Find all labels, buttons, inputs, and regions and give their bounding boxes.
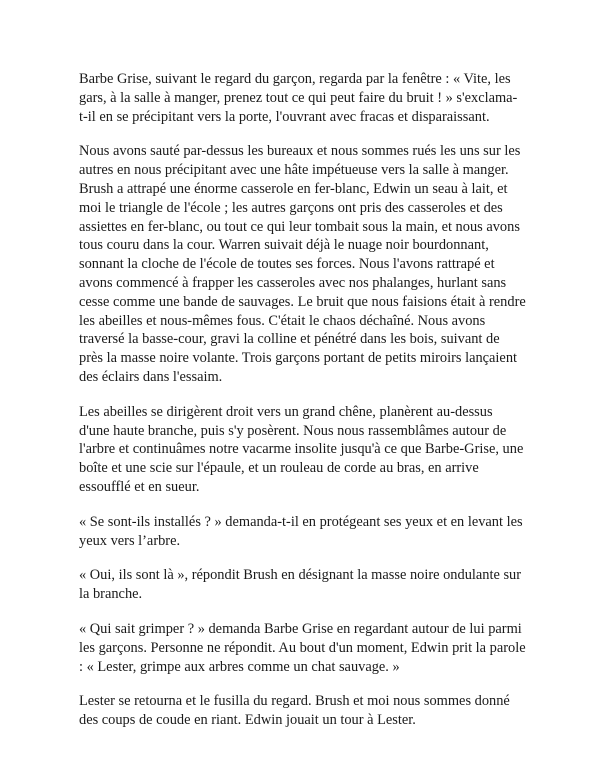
paragraph-3: Les abeilles se dirigèrent droit vers un grand chêne, planèrent au-dessus d'une haute branche, puis s'y posèrent. Nous nous rassemblâmes autour de l'arbre et continuâmes notre vacarme insolite jusqu'à ce que Barbe-Grise, une boîte et une scie sur l'épaule, et un rouleau de corde au bras, en arrive essoufflé et en sueur. — [79, 403, 524, 495]
paragraph-6: « Qui sait grimper ? » demanda Barbe Grise en regardant autour de lui parmi les garçons. Personne ne répondit. Au bout d'un moment, Edwin prit la parole : « Lester, grimpe aux arbres comme un chat sauvage. » — [79, 620, 526, 675]
paragraph-5: « Oui, ils sont là », répondit Brush en désignant la masse noire ondulante sur la branche. — [79, 567, 522, 603]
paragraph-4: « Se sont-ils installés ? » demanda-t-il en protégeant ses yeux et en levant les yeux vers l’arbre. — [79, 513, 523, 549]
paragraph-2: Nous avons sauté par-dessus les bureaux et nous sommes rués les uns sur les autres en nous précipitant avec une hâte impétueuse vers la salle à manger. Brush a attrapé une énorme casserole en fer-blanc, Edwin un seau à lait, et moi le triangle de l'école ; les autres garçons ont pris des casseroles et des assiettes en fer-blanc, ou tout ce qui leur tombait sous la main, et nous avons tous couru dans la cour. Warren suivait déjà le nuage noir bourdonnant, sonnant la cloche de l'école de toutes ses forces. Nous l'avons rattrapé et avons commencé à frapper les casseroles avec nos phalanges, hurlant sans cesse comme une bande de sauvages. Le bruit que nous faisions était à rendre les abeilles et nous-mêmes fous. C'était le chaos déchaîné. Nous avons traversé la basse-cour, gravi la colline et pénétré dans les bois, suivant de près la masse noire volante. Trois garçons portant de petits miroirs lançaient des éclairs dans l'essaim. — [79, 143, 526, 385]
body-text — [79, 70, 526, 746]
paragraph-7: Lester se retourna et le fusilla du regard. Brush et moi nous sommes donné des coups de coude en riant. Edwin jouait un tour à Lester. — [79, 693, 510, 729]
paragraph-1: Barbe Grise, suivant le regard du garçon, regarda par la fenêtre : « Vite, les gars, à la salle à manger, prenez tout ce qui peut faire du bruit ! » s'exclama-t-il en se précipitant vers la porte, l'ouvrant avec fracas et disparaissant. — [79, 71, 518, 125]
